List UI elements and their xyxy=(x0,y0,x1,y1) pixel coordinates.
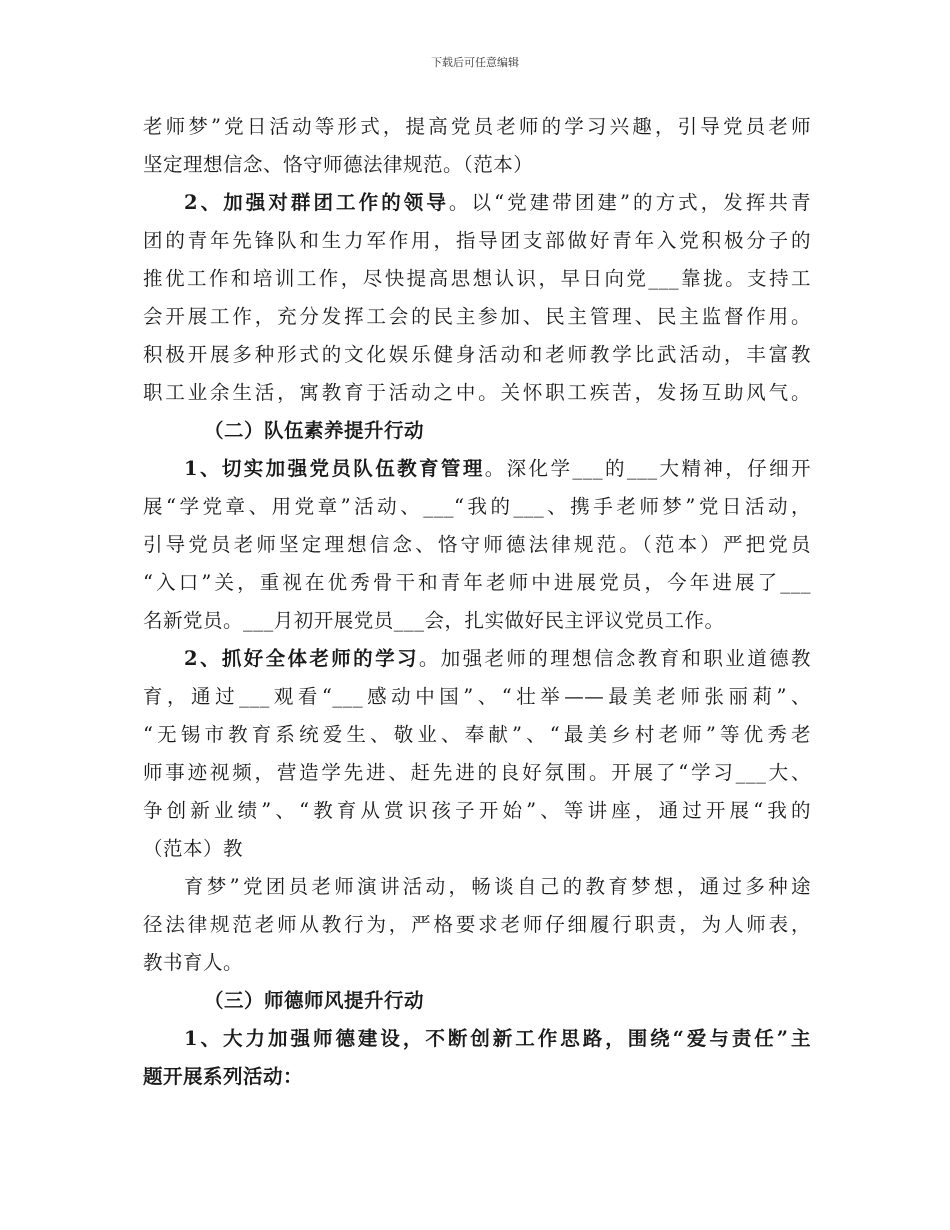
paragraph-line: 育梦”党团员老师演讲活动，畅谈自己的教育梦想，通过多种途 xyxy=(184,875,811,898)
paragraph-line: 育，通过___观看“___感动中国”、“壮举——最美老师张丽莉”、 xyxy=(143,685,811,708)
paragraph-line: 题开展系列活动： xyxy=(143,1065,304,1088)
paragraph-line: （范本）教 xyxy=(143,837,244,860)
paragraph-line xyxy=(143,1020,811,1058)
section-title: （三）师德师风提升行动 xyxy=(204,989,425,1012)
paragraph-line: 2、加强对群团工作的领导。以“党建带团建”的方式，发挥共青 xyxy=(184,191,811,214)
paragraph-line: 团的青年先锋队和生力军作用，指导团支部做好青年入党积极分子的 xyxy=(143,229,811,252)
document-body xyxy=(143,108,811,1096)
paragraph-line: 教书育人。 xyxy=(143,951,244,974)
page-header: 下载后可任意编辑 xyxy=(431,56,519,69)
paragraph-line: 争创新业绩”、“教育从赏识孩子开始”、等讲座，通过开展“我的 xyxy=(143,799,811,822)
paragraph-line: 职工业余生活，寓教育于活动之中。关怀职工疾苦，发扬互助风气。 xyxy=(143,381,811,404)
paragraph-line: 展“学党章、用党章”活动、___“我的___、携手老师梦”党日活动， xyxy=(143,495,811,518)
paragraph-line: 引导党员老师坚定理想信念、恪守师德法律规范。（范本）严把党员 xyxy=(143,533,811,556)
paragraph-line: “入口”关，重视在优秀骨干和青年老师中进展党员，今年进展了___ xyxy=(143,571,811,594)
section-heading: 2、加强对群团工作的领导 xyxy=(184,191,449,214)
section-title: （二）队伍素养提升行动 xyxy=(204,419,425,442)
paragraph-line: 推优工作和培训工作，尽快提高思想认识，早日向党___靠拢。支持工 xyxy=(143,267,811,290)
section-heading: 1、切实加强党员队伍教育管理 xyxy=(184,457,485,480)
paragraph-line: 径法律规范老师从教行为，严格要求老师仔细履行职责，为人师表， xyxy=(143,913,811,936)
section-heading: 2、抓好全体老师的学习 xyxy=(184,647,419,670)
paragraph-line: 1、切实加强党员队伍教育管理。深化学___的___大精神，仔细开 xyxy=(184,457,811,480)
paragraph-line: 会开展工作，充分发挥工会的民主参加、民主管理、民主监督作用。 xyxy=(143,305,811,328)
paragraph-line: 老师梦”党日活动等形式，提高党员老师的学习兴趣，引导党员老师 xyxy=(143,115,811,138)
paragraph-line: 名新党员。___月初开展党员___会，扎实做好民主评议党员工作。 xyxy=(143,609,725,632)
paragraph-line: 师事迹视频，营造学先进、赶先进的良好氛围。开展了“学习___大、 xyxy=(143,761,811,784)
paragraph-line: 积极开展多种形式的文化娱乐健身活动和老师教学比武活动，丰富教 xyxy=(143,343,811,366)
paragraph-line: “无锡市教育系统爱生、敬业、奉献”、“最美乡村老师”等优秀老 xyxy=(143,723,811,746)
section-heading: 1、大力加强师德建设，不断创新工作思路，围绕“爱与责任”主 xyxy=(184,1027,811,1050)
paragraph-line: 2、抓好全体老师的学习。加强老师的理想信念教育和职业道德教 xyxy=(184,647,811,670)
paragraph-line: 坚定理想信念、恪守师德法律规范。（范本） xyxy=(143,153,534,176)
